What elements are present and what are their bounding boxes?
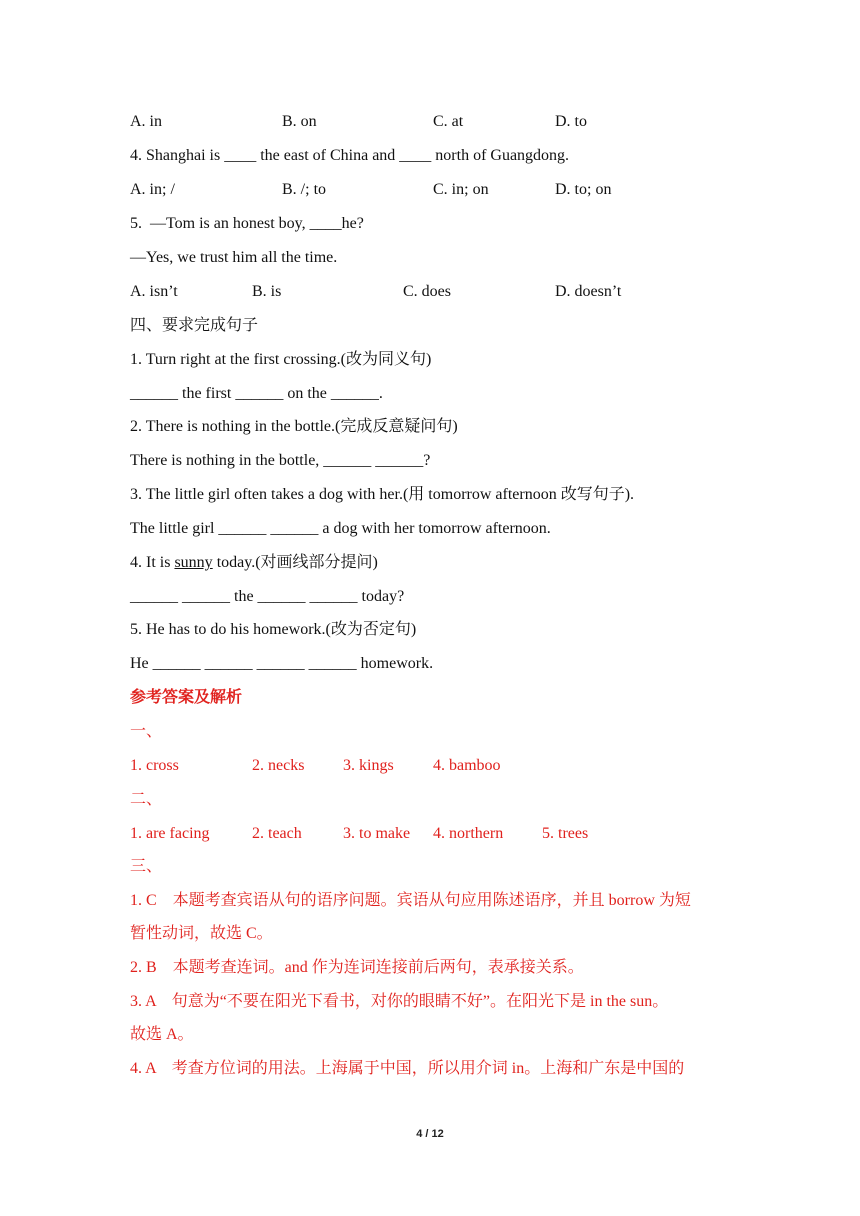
q4-text-post: today.(对画线部分提问): [212, 554, 378, 571]
question-5: 5. —Tom is an honest boy, ____he?: [130, 215, 364, 232]
answer-item: 2. teach: [252, 825, 302, 842]
answer-4-line-1: 4. A 考查方位词的用法。上海属于中国，所以用介词 in。上海和广东是中国的: [130, 1060, 685, 1077]
answer-1-line-1: 1. C 本题考查宾语从句的语序问题。宾语从句应用陈述语序，并且 borrow 为短: [130, 892, 691, 909]
answer-item: 4. northern: [433, 825, 504, 842]
option-b: B. on: [282, 113, 317, 130]
answer-1-line-2: 暂性动词，故选 C。: [130, 925, 273, 942]
page-number: 4 / 12: [416, 1128, 444, 1140]
answers-section-3-label: 三、: [130, 858, 163, 875]
s4-answer-blank-2: There is nothing in the bottle, ______ ______?: [130, 452, 431, 469]
answer-item: 1. are facing: [130, 825, 210, 842]
s4-question-2: 2. There is nothing in the bottle.(完成反意疑问句): [130, 418, 458, 435]
s4-question-5: 5. He has to do his homework.(改为否定句): [130, 621, 417, 638]
answers-section-2-label: 二、: [130, 791, 163, 808]
q4-text-pre: 4. It is: [130, 554, 175, 571]
s4-answer-blank-4: ______ ______ the ______ ______ today?: [130, 588, 405, 605]
s4-question-3: 3. The little girl often takes a dog with her.(用 tomorrow afternoon 改写句子).: [130, 486, 635, 503]
answers-heading: 参考答案及解析: [130, 689, 243, 706]
option-d: D. to: [555, 113, 587, 130]
option-c: C. in; on: [433, 181, 489, 198]
option-d: D. to; on: [555, 181, 612, 198]
answers-section-1-label: 一、: [130, 723, 163, 740]
underlined-word: sunny: [174, 554, 213, 571]
s4-question-4: [130, 553, 378, 573]
question-5-reply: —Yes, we trust him all the time.: [130, 249, 338, 266]
answer-item: 4. bamboo: [433, 757, 501, 774]
section-4-heading: 四、要求完成句子: [130, 317, 259, 334]
option-a: A. isn’t: [130, 283, 178, 300]
option-c: C. does: [403, 283, 451, 300]
question-4: 4. Shanghai is ____ the east of China and ____ north of Guangdong.: [130, 147, 570, 164]
option-c: C. at: [433, 113, 464, 130]
answer-2: 2. B 本题考查连词。and 作为连词连接前后两句，表承接关系。: [130, 959, 584, 976]
s4-answer-blank-5: He ______ ______ ______ ______ homework.: [130, 655, 434, 672]
answer-item: 3. kings: [343, 757, 394, 774]
option-a: A. in: [130, 113, 162, 130]
answer-item: 5. trees: [542, 825, 589, 842]
answer-item: 1. cross: [130, 757, 179, 774]
option-d: D. doesn’t: [555, 283, 622, 300]
option-b: B. /; to: [282, 181, 327, 198]
answer-item: 3. to make: [343, 825, 411, 842]
s4-answer-blank-1: ______ the first ______ on the ______.: [130, 385, 383, 402]
s4-question-1: 1. Turn right at the first crossing.(改为同义句): [130, 351, 432, 368]
answer-3-line-1: 3. A 句意为“不要在阳光下看书，对你的眼睛不好”。在阳光下是 in the sun。: [130, 993, 669, 1010]
answer-item: 2. necks: [252, 757, 305, 774]
option-b: B. is: [252, 283, 282, 300]
option-a: A. in; /: [130, 181, 175, 198]
answer-3-line-2: 故选 A。: [130, 1026, 194, 1043]
s4-answer-blank-3: The little girl ______ ______ a dog with her tomorrow afternoon.: [130, 520, 551, 537]
